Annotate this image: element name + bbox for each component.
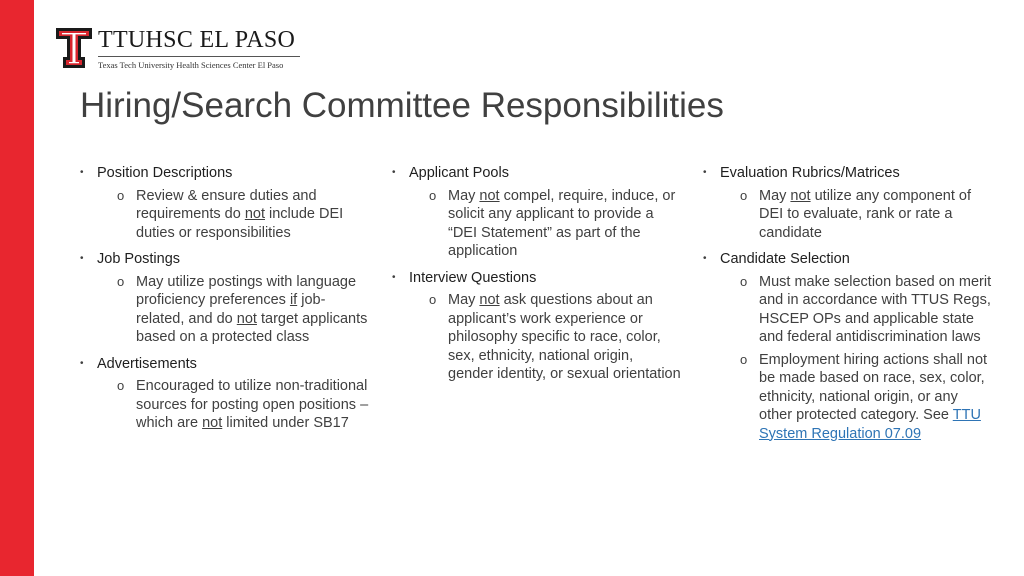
- text-run: Must make selection based on merit and in accordance with TTUS Regs, HSCEP OPs and applicable state and federal antidiscrimination laws: [759, 273, 992, 345]
- text-run: target applicants based on a protected class: [136, 310, 368, 345]
- bullet-section: [80, 355, 370, 433]
- column-2: [392, 164, 682, 392]
- sub-bullet-text: [759, 187, 993, 243]
- text-run: Encouraged to utilize non-traditional sources for posting open positions – which are: [136, 378, 369, 431]
- column-3: [703, 164, 993, 451]
- sub-bullet-item: [80, 273, 370, 347]
- sub-bullet-circle-icon: o: [740, 273, 748, 289]
- sub-bullet-circle-icon: o: [117, 273, 125, 289]
- sub-bullet-text: [448, 187, 682, 261]
- text-run: include DEI duties or responsibilities: [136, 206, 344, 241]
- bullet-heading-row: [80, 164, 370, 183]
- bullet-dot-icon: •: [703, 253, 707, 264]
- double-t-logo-icon: [54, 26, 94, 70]
- left-accent-bar: [0, 0, 34, 576]
- bullet-section: [703, 164, 993, 242]
- bullet-heading: Candidate Selection: [720, 251, 850, 267]
- brand-divider: [98, 56, 300, 57]
- emphasis-underline: not: [479, 187, 500, 204]
- sub-bullet-circle-icon: o: [117, 187, 125, 203]
- bullet-heading: Position Descriptions: [97, 165, 233, 181]
- bullet-heading: Interview Questions: [409, 269, 537, 286]
- bullet-heading: Applicant Pools: [409, 165, 509, 181]
- sub-bullet-item: [392, 187, 682, 261]
- text-run: Employment hiring actions shall not be made based on race, sex, color, ethnicity, national origin, or any other protected category. See: [759, 351, 988, 423]
- column-1: [80, 164, 370, 441]
- bullet-dot-icon: •: [80, 253, 84, 264]
- sub-bullet-text: [759, 351, 993, 444]
- bullet-dot-icon: •: [392, 167, 396, 178]
- bullet-heading: Job Postings: [97, 251, 181, 267]
- bullet-section: [80, 164, 370, 242]
- bullet-heading-row: [80, 355, 370, 374]
- sub-bullet-text: [136, 273, 370, 347]
- bullet-heading-row: [80, 250, 370, 269]
- bullet-section: [392, 269, 682, 384]
- bullet-heading: Evaluation Rubrics/Matrices: [720, 165, 900, 181]
- sub-bullet-item: [80, 377, 370, 433]
- slide-title: Hiring/Search Committee Responsibilities: [80, 86, 724, 125]
- sub-bullet-text: [136, 187, 370, 243]
- text-run: May: [448, 187, 480, 204]
- sub-bullet-circle-icon: o: [429, 187, 437, 203]
- text-run: May utilize postings with language proficiency preferences: [136, 273, 357, 308]
- text-run: May: [448, 292, 480, 308]
- bullet-heading-row: [392, 269, 682, 288]
- bullet-heading-row: [392, 164, 682, 183]
- emphasis-underline: not: [479, 292, 500, 308]
- text-run: ask questions about an applicant’s work experience or philosophy specific to race, color, sex, ethnicity, national origin, gender identity, or sexual orientation: [448, 292, 681, 382]
- text-run: utilize any component of DEI to evaluate, rank or rate a candidate: [759, 187, 971, 241]
- bullet-dot-icon: •: [392, 271, 396, 283]
- sub-bullet-item: [392, 291, 682, 384]
- bullet-dot-icon: •: [80, 167, 84, 178]
- bullet-section: [80, 250, 370, 347]
- sub-bullet-item: [703, 273, 993, 347]
- sub-bullet-text: [136, 377, 370, 433]
- sub-bullet-item: [703, 187, 993, 243]
- sub-bullet-circle-icon: o: [740, 187, 748, 203]
- sub-bullet-circle-icon: o: [117, 378, 125, 393]
- text-run: May: [759, 187, 791, 204]
- bullet-heading-row: [703, 250, 993, 269]
- sub-bullet-circle-icon: o: [740, 351, 748, 367]
- bullet-section: [392, 164, 682, 261]
- bullet-section: [703, 250, 993, 443]
- text-run: Review & ensure duties and requirements do: [136, 187, 317, 222]
- emphasis-underline: not: [236, 310, 257, 327]
- bullet-heading-row: [703, 164, 993, 183]
- brand-name: TTUHSC EL PASO: [98, 27, 296, 53]
- sub-bullet-circle-icon: o: [429, 292, 437, 307]
- regulation-link[interactable]: TTU System Regulation 07.09: [759, 407, 981, 442]
- emphasis-underline: not: [244, 206, 265, 222]
- sub-bullet-item: [703, 351, 993, 444]
- sub-bullet-text: [759, 273, 993, 347]
- bullet-dot-icon: •: [703, 167, 707, 178]
- text-run: limited under SB17: [222, 415, 349, 431]
- sub-bullet-item: [80, 187, 370, 243]
- emphasis-underline: not: [202, 415, 223, 431]
- bullet-dot-icon: •: [80, 357, 84, 369]
- brand-subtitle: Texas Tech University Health Sciences Center El Paso: [98, 60, 284, 70]
- emphasis-underline: if: [289, 292, 298, 308]
- text-run: job-related, and do: [136, 292, 326, 327]
- text-run: compel, require, induce, or solicit any applicant to provide a “DEI Statement” as part of the application: [448, 187, 676, 259]
- bullet-heading: Advertisements: [97, 355, 197, 372]
- emphasis-underline: not: [790, 187, 811, 204]
- brand-logo: [54, 26, 300, 70]
- sub-bullet-text: [448, 291, 682, 384]
